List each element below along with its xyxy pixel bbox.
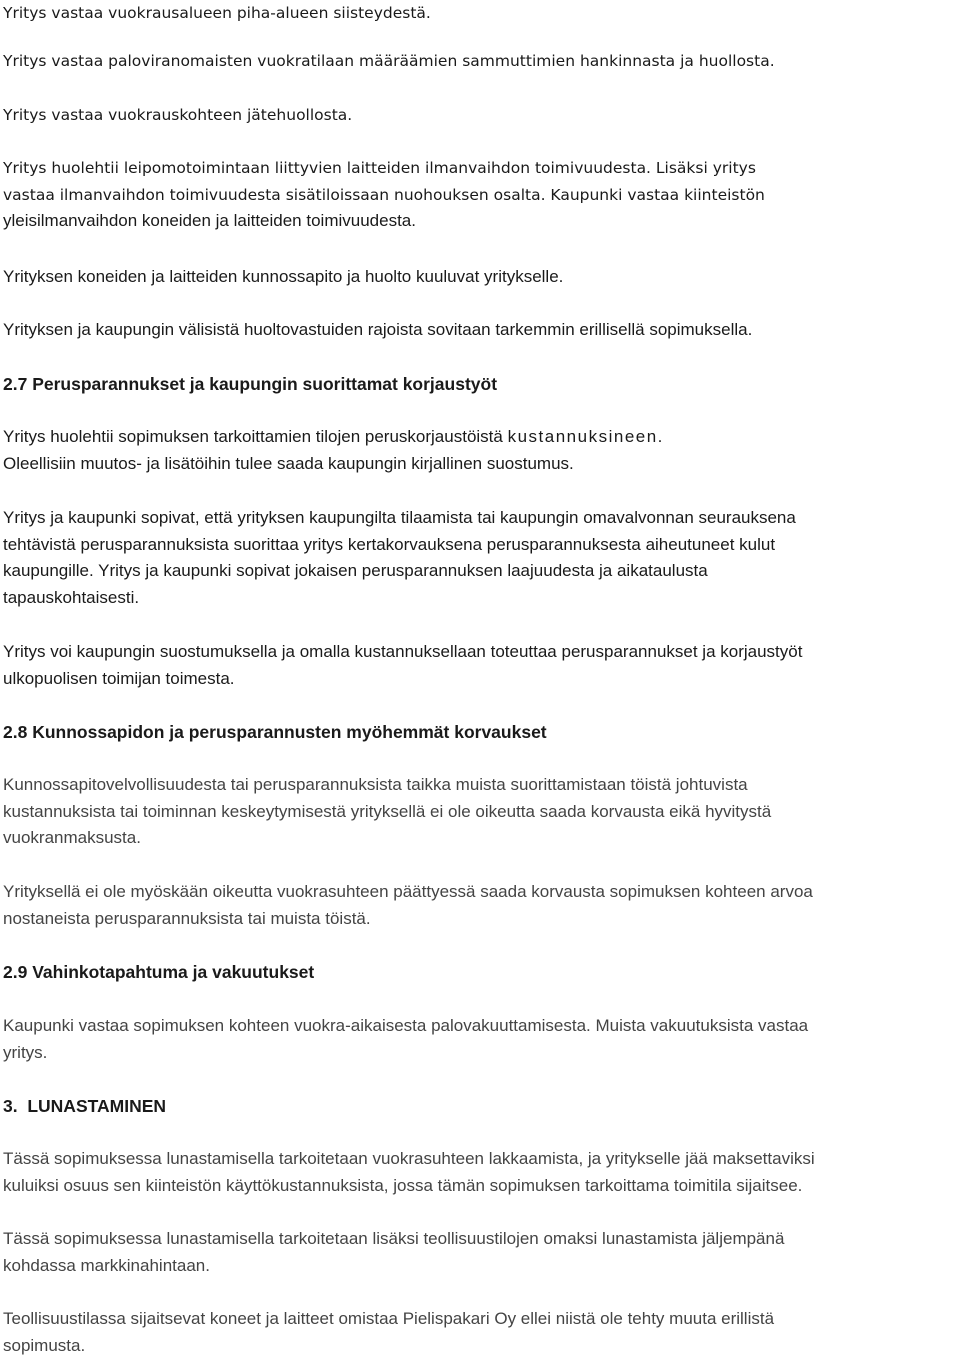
- paragraph-equipment-ownership: [3, 1306, 958, 1359]
- heading-number: 2.9: [3, 962, 28, 982]
- text-line: Yrityksellä ei ole myöskään oikeutta vuokrasuhteen päättyessä saada korvausta sopimuksen kohteen arvoa: [3, 882, 813, 901]
- text-line: Kaupunki vastaa sopimuksen kohteen vuokra-aikaisesta palovakuuttamisesta. Muista vakuutuksista vastaa: [3, 1016, 809, 1035]
- paragraph-redemption-market-price: [3, 1226, 958, 1279]
- paragraph-external-contractor: [3, 639, 958, 692]
- text-line: Yritys huolehtii leipomotoimintaan liittyvien laitteiden ilmanvaihdon toimivuudesta. Lisäksi yritys: [3, 159, 756, 177]
- text-line: vastaa ilmanvaihdon toimivuudesta sisätiloissaan nuohouksen osalta. Kaupunki vastaa kiinteistön: [3, 185, 765, 204]
- text-fragment: Yritys huolehtii sopimuksen tarkoittamien tilojen peruskorjaustöistä: [3, 427, 503, 446]
- text-line: kohdassa markkinahintaan.: [3, 1255, 210, 1275]
- heading-title: Vahinkotapahtuma ja vakuutukset: [32, 962, 315, 982]
- text-line: Kunnossapitovelvollisuudesta tai perusparannuksista taikka muista suorittamistaan töistä johtuvista: [3, 775, 748, 794]
- text-line: kuluiksi osuus sen kiinteistön käyttökustannuksista, jossa tämän sopimuksen tarkoittama toimitila sijaitsee.: [3, 1175, 803, 1195]
- text-line: Tässä sopimuksessa lunastamisella tarkoitetaan lisäksi teollisuustilojen omaksi lunastamista jäljempänä: [3, 1229, 785, 1248]
- heading-number: 3.: [3, 1096, 18, 1116]
- heading-section-3: [3, 1093, 166, 1119]
- paragraph-redemption-definition: [3, 1146, 958, 1199]
- paragraph-no-compensation: [3, 772, 958, 852]
- text-line: tehtävistä perusparannuksista suorittaa yritys kertakorvauksena perusparannuksesta aiheutuneet kulut: [3, 534, 776, 554]
- text-line: kaupungille. Yritys ja kaupunki sopivat jokaisen perusparannuksen laajuudesta ja aikataulusta: [3, 561, 708, 581]
- text-line: nostaneista perusparannuksista tai muista töistä.: [3, 908, 371, 928]
- heading-section-2-7: [3, 371, 497, 397]
- paragraph-yard-cleanliness: Yritys vastaa vuokrausalueen piha-alueen siisteydestä.: [3, 4, 431, 22]
- paragraph-maintenance: Yrityksen koneiden ja laitteiden kunnossapito ja huolto kuuluvat yritykselle.: [3, 267, 564, 286]
- paragraph-waste-management: Yritys vastaa vuokrauskohteen jätehuollosta.: [3, 106, 353, 124]
- paragraph-renovation-agreement: [3, 505, 958, 612]
- text-line: Oleellisiin muutos- ja lisätöihin tulee saada kaupungin kirjallinen suostumus.: [3, 453, 574, 473]
- paragraph-extinguishers: Yritys vastaa paloviranomaisten vuokratilaan määräämien sammuttimien hankinnasta ja huollosta.: [3, 52, 775, 70]
- paragraph-responsibility-limits: Yrityksen ja kaupungin välisistä huoltovastuiden rajoista sovitaan tarkemmin erillisellä sopimuksella.: [3, 320, 753, 339]
- text-line: ulkopuolisen toimijan toimesta.: [3, 668, 235, 688]
- paragraph-renovation-duty: [3, 424, 958, 477]
- text-line: sopimusta.: [3, 1335, 86, 1355]
- heading-section-2-9: [3, 959, 314, 985]
- heading-number: 2.7: [3, 374, 28, 394]
- text-line: tapauskohtaisesti.: [3, 588, 140, 608]
- text-line: yleisilmanvaihdon koneiden ja laitteiden toimivuudesta.: [3, 211, 416, 231]
- text-line: kustannuksista tai toiminnan keskeytymisestä yrityksellä ei ole oikeutta saada korvausta eikä hyvitystä: [3, 801, 772, 821]
- heading-title: Perusparannukset ja kaupungin suorittamat korjaustyöt: [32, 374, 498, 394]
- text-line: yritys.: [3, 1042, 48, 1062]
- text-fragment: kustannuksineen.: [507, 427, 664, 446]
- text-line: Yritys voi kaupungin suostumuksella ja omalla kustannuksellaan toteuttaa perusparannukset ja korjaustyöt: [3, 642, 803, 661]
- paragraph-insurance: [3, 1013, 958, 1066]
- text-line: Teollisuustilassa sijaitsevat koneet ja laitteet omistaa Pielispakari Oy ellei niistä ole tehty muuta erillistä: [3, 1309, 775, 1328]
- heading-title: LUNASTAMINEN: [27, 1096, 167, 1116]
- text-line: Yritys ja kaupunki sopivat, että yrityksen kaupungilta tilaamista tai kaupungin omavalvonnan seurauksena: [3, 508, 796, 527]
- paragraph-no-value-compensation: [3, 879, 958, 932]
- text-line: Tässä sopimuksessa lunastamisella tarkoitetaan vuokrasuhteen lakkaamista, ja yritykselle jää maksettaviksi: [3, 1149, 815, 1168]
- heading-section-2-8: [3, 719, 547, 745]
- text-line: vuokranmaksusta.: [3, 828, 141, 848]
- text-line: [3, 424, 958, 451]
- paragraph-ventilation: [3, 155, 958, 235]
- heading-number: 2.8: [3, 722, 28, 742]
- heading-title: Kunnossapidon ja perusparannusten myöhemmät korvaukset: [32, 722, 547, 742]
